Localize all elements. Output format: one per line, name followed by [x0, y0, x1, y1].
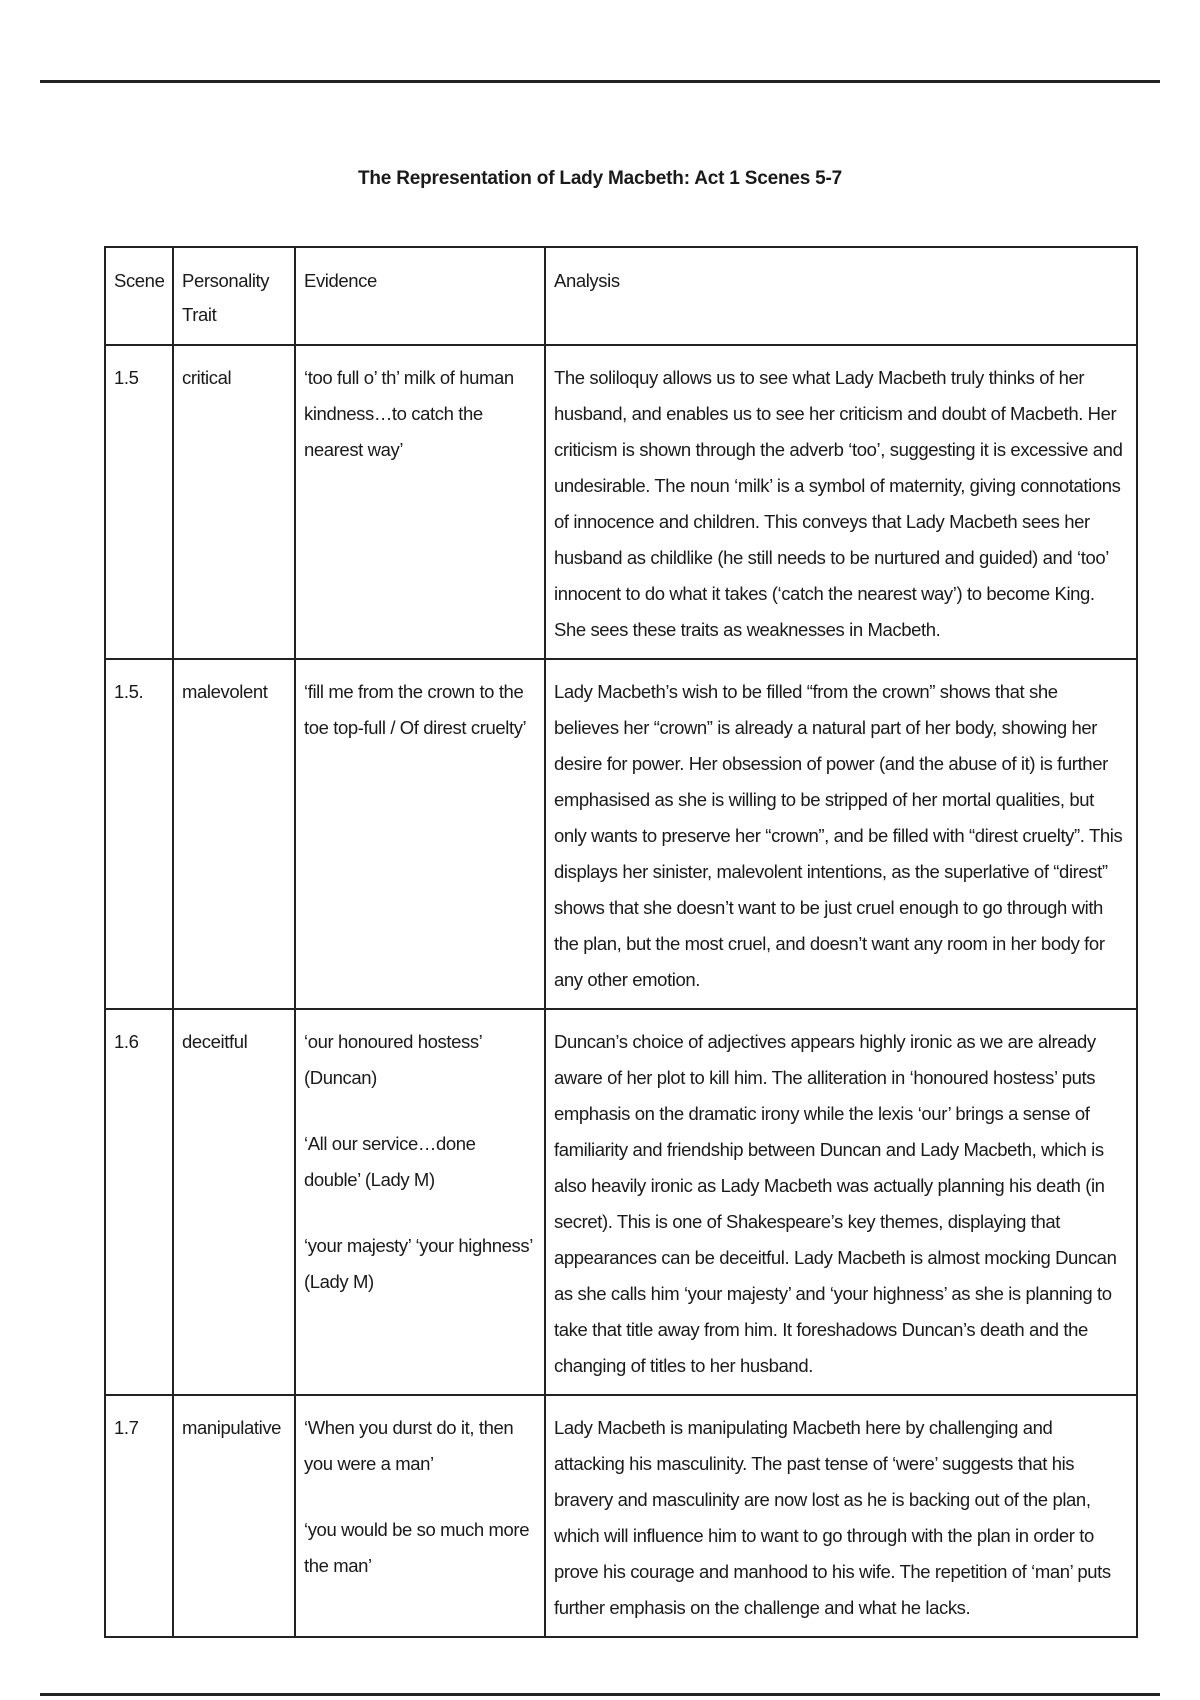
table-header-row: [105, 247, 1137, 345]
document-title: The Representation of Lady Macbeth: Act 1 Scenes 5-7: [357, 168, 843, 189]
evidence-quote: ‘your majesty’ ‘your highness’ (Lady M): [304, 1235, 533, 1292]
scene-cell: 1.6: [105, 1009, 173, 1395]
analysis-cell: [545, 1395, 1137, 1637]
scene-cell: 1.5.: [105, 659, 173, 1009]
table-row: [105, 1009, 1137, 1395]
trait-cell: malevolent: [173, 659, 295, 1009]
table-row: [105, 659, 1137, 1009]
evidence-quote: ‘fill me from the crown to the toe top-full / Of direst cruelty’: [304, 681, 527, 738]
evidence-cell: [295, 1395, 545, 1637]
header-analysis: Analysis: [545, 247, 1137, 345]
top-rule: [40, 80, 1160, 83]
evidence-cell: [295, 659, 545, 1009]
header-evidence: Evidence: [295, 247, 545, 345]
trait-cell: manipulative: [173, 1395, 295, 1637]
evidence-quote: ‘All our service…done double’ (Lady M): [304, 1133, 476, 1190]
evidence-quote: ‘you would be so much more the man’: [304, 1519, 530, 1576]
evidence-cell: [295, 345, 545, 659]
evidence-quote: ‘our honoured hostess’ (Duncan): [304, 1031, 482, 1088]
table-row: [105, 345, 1137, 659]
trait-cell: deceitful: [173, 1009, 295, 1395]
header-personality-trait: Personality Trait: [173, 247, 295, 345]
evidence-quote: ‘When you durst do it, then you were a man’: [304, 1417, 514, 1474]
evidence-cell: [295, 1009, 545, 1395]
analysis-text: Duncan’s choice of adjectives appears highly ironic as we are already aware of her plot to kill him. The alliteration in ‘honoured hostess’ puts emphasis on the dramatic irony while the lexis ‘our’ brings a sense of familiarity and friendship between Duncan and Lady Macbeth, which is also heavily ironic as Lady Macbeth was actually planning his death (in secret). This is one of Shakespeare’s key themes, displaying that appearances can be deceitful. Lady Macbeth is almost mocking Duncan as she calls him ‘your majesty’ and ‘your highness’ as she is planning to take that title away from him. It foreshadows Duncan’s death and the changing of titles to her husband.: [554, 1031, 1117, 1376]
analysis-text: Lady Macbeth’s wish to be filled “from the crown” shows that she believes her “crown” is already a natural part of her body, showing her desire for power. Her obsession of power (and the abuse of it) is further emphasised as she is willing to be stripped of her mortal qualities, but only wants to preserve her “crown”, and be filled with “direst cruelty”. This displays her sinister, malevolent intentions, as the superlative of “direst” shows that she doesn’t want to be just cruel enough to go through with the plan, but the most cruel, and doesn’t want any room in her body for any other emotion.: [554, 681, 1123, 990]
bottom-rule: [40, 1693, 1160, 1696]
analysis-text: Lady Macbeth is manipulating Macbeth here by challenging and attacking his masculinity. The past tense of ‘were’ suggests that his bravery and masculinity are now lost as he is backing out of the plan, which will influence him to want to go through with the plan in order to prove his courage and manhood to his wife. The repetition of ‘man’ puts further emphasis on the challenge and what he lacks.: [554, 1417, 1111, 1618]
header-scene: Scene: [105, 247, 173, 345]
analysis-cell: [545, 345, 1137, 659]
evidence-quote: ‘too full o’ th’ milk of human kindness…to catch the nearest way’: [304, 367, 514, 460]
analysis-cell: [545, 659, 1137, 1009]
character-analysis-table: [104, 246, 1138, 1638]
analysis-text: The soliloquy allows us to see what Lady Macbeth truly thinks of her husband, and enables us to see her criticism and doubt of Macbeth. Her criticism is shown through the adverb ‘too’, suggesting it is excessive and undesirable. The noun ‘milk’ is a symbol of maternity, giving connotations of innocence and children. This conveys that Lady Macbeth sees her husband as childlike (he still needs to be nurtured and guided) and ‘too’ innocent to do what it takes (‘catch the nearest way’) to become King. She sees these traits as weaknesses in Macbeth.: [554, 367, 1123, 640]
trait-cell: critical: [173, 345, 295, 659]
analysis-cell: [545, 1009, 1137, 1395]
table-row: [105, 1395, 1137, 1637]
scene-cell: 1.7: [105, 1395, 173, 1637]
scene-cell: 1.5: [105, 345, 173, 659]
